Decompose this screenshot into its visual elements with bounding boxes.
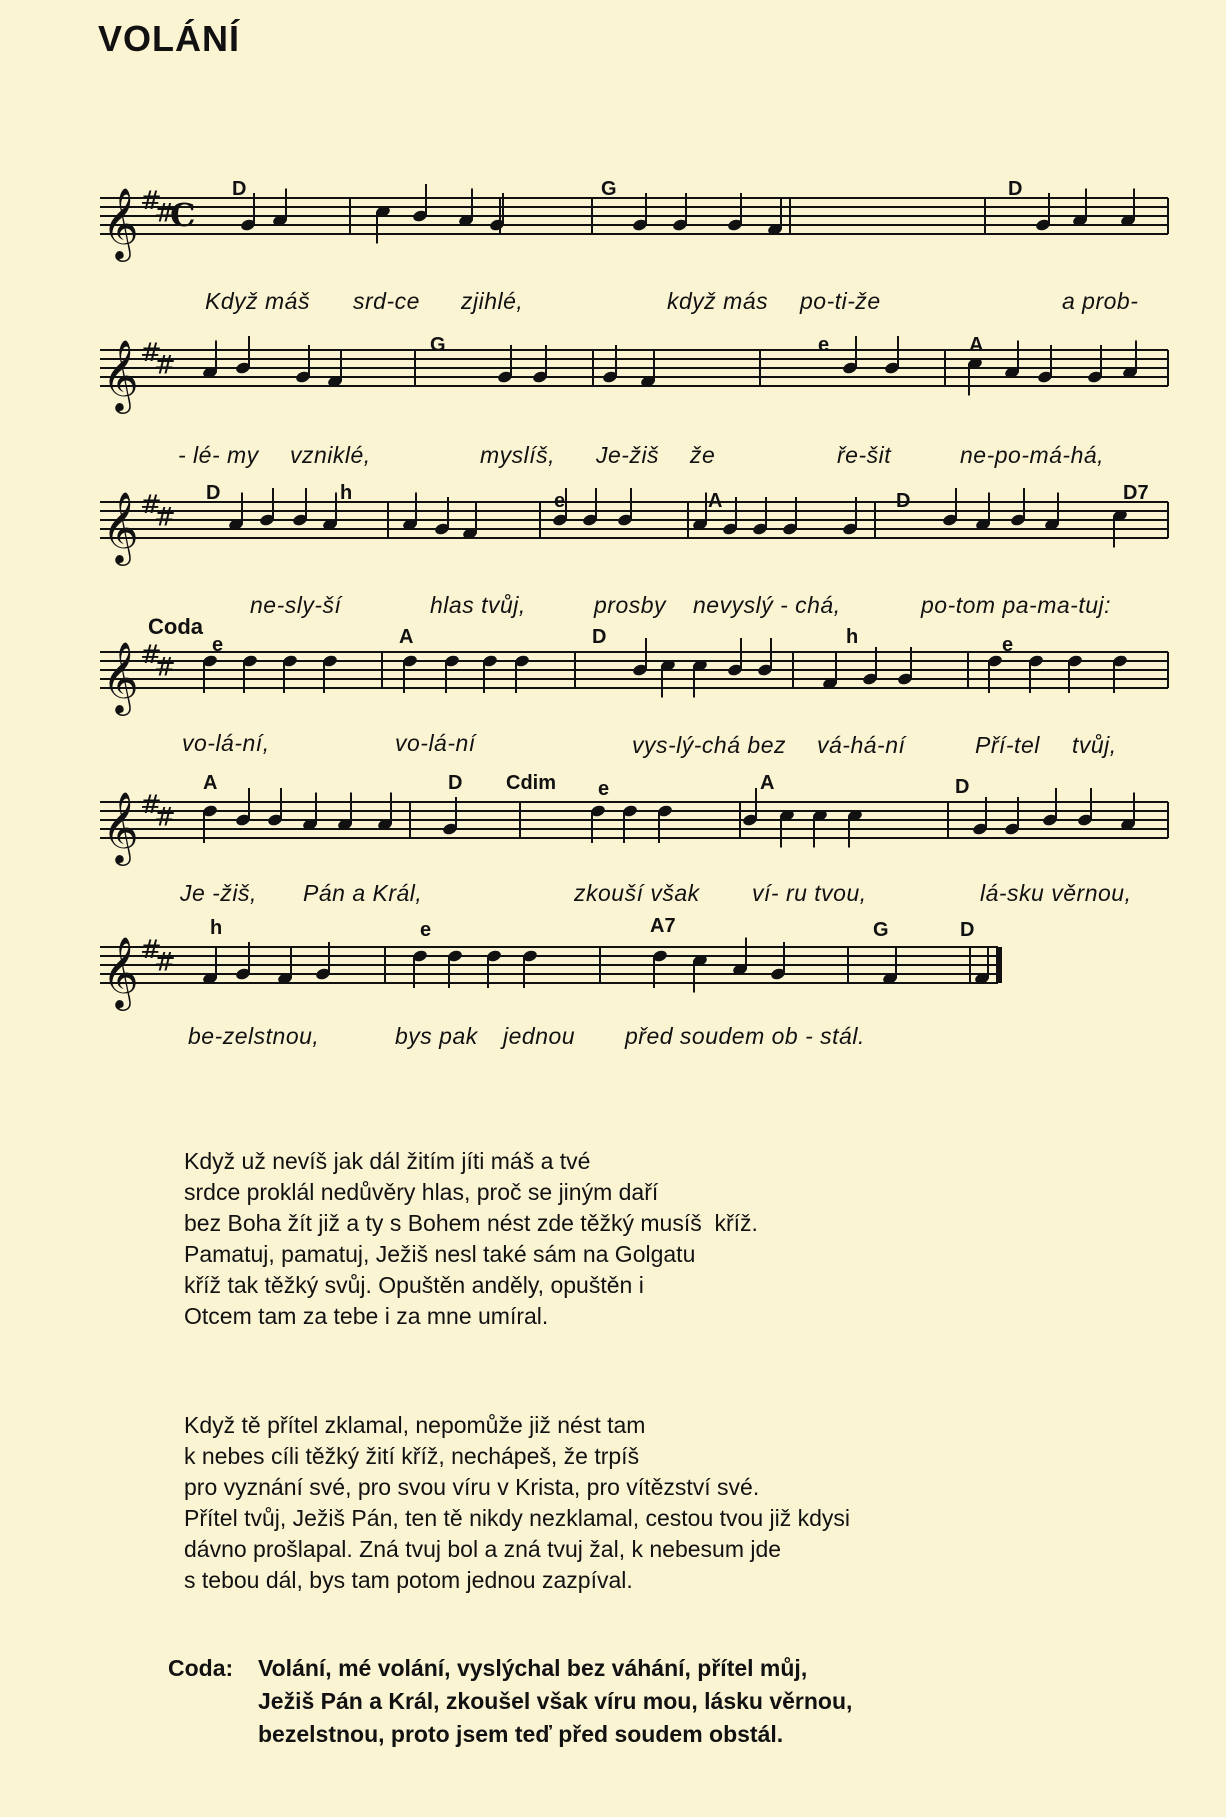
- lyric-syllable: ne-po-má-há,: [960, 442, 1105, 468]
- coda-line: bezelstnou, proto jsem teď před soudem obstál.: [258, 1721, 784, 1747]
- lyric-syllable: Je -žiš,: [180, 880, 257, 906]
- chord-symbol: h: [846, 626, 859, 648]
- svg-text:𝄞: 𝄞: [102, 186, 139, 259]
- svg-text:#: #: [154, 502, 176, 533]
- svg-text:#: #: [140, 337, 162, 368]
- chord-symbol: A: [399, 626, 414, 648]
- coda-line: Ježiš Pán a Král, zkoušel však víru mou, lásku věrnou,: [258, 1688, 853, 1714]
- lyric-syllable: jednou: [503, 1023, 576, 1049]
- svg-text:#: #: [140, 934, 162, 965]
- lyric-syllable: vo-lá-ní,: [182, 730, 270, 756]
- chord-symbol: D: [960, 919, 975, 941]
- lyric-syllable: myslíš,: [480, 442, 556, 468]
- verse-line: kříž tak těžký svůj. Opuštěn anděly, opuštěn i: [184, 1272, 644, 1298]
- music-system-4: [0, 614, 1226, 784]
- music-staff: [0, 150, 1226, 300]
- verse-line: k nebes cíli těžký žití kříž, nechápeš, že trpíš: [184, 1443, 640, 1469]
- verse-line: s tebou dál, bys tam potom jednou zazpíval.: [184, 1567, 633, 1593]
- chord-symbol: A: [708, 490, 723, 512]
- music-system-1: [0, 150, 1226, 320]
- chord-symbol: D: [206, 482, 221, 504]
- lyric-syllable: nevyslý - chá,: [693, 592, 841, 618]
- lyric-syllable: po-ti-že: [800, 288, 881, 314]
- svg-text:#: #: [154, 652, 176, 683]
- chord-symbol: e: [554, 490, 566, 512]
- verse-line: bez Boha žít již a ty s Bohem nést zde těžký musíš kříž.: [184, 1210, 758, 1236]
- chord-symbol: D7: [1123, 482, 1149, 504]
- chord-symbol: D: [232, 178, 247, 200]
- coda-label: Coda:: [168, 1655, 234, 1681]
- chord-symbol: A7: [650, 915, 676, 937]
- lyric-syllable: zjihlé,: [461, 288, 524, 314]
- coda-mark: Coda: [148, 614, 203, 639]
- lyric-syllable: zkouší však: [574, 880, 700, 906]
- verse-1: [184, 1146, 758, 1332]
- chord-symbol: D: [955, 776, 970, 798]
- music-staff: [0, 915, 1226, 1065]
- lyric-syllable: před soudem ob - stál.: [625, 1023, 865, 1049]
- lyric-syllable: ví- ru tvou,: [752, 880, 867, 906]
- lyric-syllable: ne-sly-ší: [250, 592, 342, 618]
- svg-text:#: #: [154, 947, 176, 978]
- chord-symbol: Cdim: [506, 772, 556, 794]
- music-system-2: [0, 322, 1226, 492]
- chord-symbol: A: [203, 772, 218, 794]
- coda-line: Volání, mé volání, vyslýchal bez váhání, přítel můj,: [258, 1655, 808, 1681]
- chord-symbol: D: [592, 626, 607, 648]
- svg-text:𝄞: 𝄞: [102, 338, 139, 411]
- lyric-syllable: vys-lý-chá bez: [632, 732, 786, 758]
- lyric-syllable: Je-žiš: [596, 442, 660, 468]
- lyric-syllable: prosby: [594, 592, 667, 618]
- chord-symbol: A: [969, 334, 984, 356]
- chord-symbol: G: [873, 919, 889, 941]
- svg-text:C: C: [170, 195, 196, 234]
- lyric-syllable: když más: [667, 288, 769, 314]
- svg-text:𝄞: 𝄞: [102, 935, 139, 1008]
- svg-text:#: #: [154, 802, 176, 833]
- verse-line: Přítel tvůj, Ježiš Pán, ten tě nikdy nezklamal, cestou tvou již kdysi: [184, 1505, 851, 1531]
- chord-symbol: A: [760, 772, 775, 794]
- chord-symbol: e: [420, 919, 432, 941]
- chord-symbol: G: [601, 178, 617, 200]
- verse-line: Když už nevíš jak dál žitím jíti máš a tvé: [184, 1148, 591, 1174]
- svg-text:#: #: [140, 185, 162, 216]
- lyric-syllable: hlas tvůj,: [430, 592, 526, 618]
- svg-text:𝄞: 𝄞: [102, 640, 139, 713]
- svg-text:#: #: [140, 789, 162, 820]
- chord-symbol: D: [1008, 178, 1023, 200]
- svg-text:#: #: [154, 198, 176, 229]
- svg-text:#: #: [140, 639, 162, 670]
- verse-line: srdce proklál nedůvěry hlas, proč se jiným daří: [184, 1179, 659, 1205]
- lyric-syllable: - lé- my: [178, 442, 259, 468]
- verse-line: Když tě přítel zklamal, nepomůže již nést tam: [184, 1412, 646, 1438]
- lyric-syllable: vá-há-ní: [817, 732, 906, 758]
- chord-symbol: e: [212, 634, 224, 656]
- verse-line: Pamatuj, pamatuj, Ježiš nesl také sám na Golgatu: [184, 1241, 696, 1267]
- verse-line: dávno prošlapal. Zná tvuj bol a zná tvuj žal, k nebesum jde: [184, 1536, 782, 1562]
- lyric-syllable: ře-šit: [837, 442, 892, 468]
- lyric-syllable: Pán a Král,: [303, 880, 423, 906]
- lyric-syllable: bys pak: [395, 1023, 478, 1049]
- lyric-syllable: srd-ce: [353, 288, 420, 314]
- verse-2: [184, 1410, 850, 1596]
- lyric-syllable: tvůj,: [1072, 732, 1117, 758]
- svg-text:#: #: [140, 489, 162, 520]
- coda-text: [168, 1652, 852, 1751]
- lyric-syllable: be-zelstnou,: [188, 1023, 320, 1049]
- music-system-6: [0, 915, 1226, 1065]
- lyric-syllable: po-tom pa-ma-tuj:: [921, 592, 1112, 618]
- chord-symbol: G: [430, 334, 446, 356]
- chord-symbol: h: [340, 482, 353, 504]
- lyric-syllable: že: [690, 442, 716, 468]
- lyric-syllable: vo-lá-ní: [395, 730, 476, 756]
- lyric-syllable: a prob-: [1062, 288, 1139, 314]
- svg-text:#: #: [154, 350, 176, 381]
- song-title: VOLÁNÍ: [98, 18, 241, 59]
- svg-text:𝄞: 𝄞: [102, 490, 139, 563]
- verse-line: Otcem tam za tebe i za mne umíral.: [184, 1303, 549, 1329]
- svg-text:𝄞: 𝄞: [102, 790, 139, 863]
- lyric-syllable: vzniklé,: [290, 442, 371, 468]
- chord-symbol: e: [818, 334, 830, 356]
- chord-symbol: D: [896, 490, 911, 512]
- chord-symbol: e: [598, 778, 610, 800]
- lyric-syllable: lá-sku věrnou,: [980, 880, 1132, 906]
- chord-symbol: h: [210, 917, 223, 939]
- verse-line: pro vyznání své, pro svou víru v Krista, pro vítězství své.: [184, 1474, 760, 1500]
- chord-symbol: D: [448, 772, 463, 794]
- lyric-syllable: Pří-tel: [975, 732, 1040, 758]
- chord-symbol: e: [1002, 634, 1014, 656]
- lyric-syllable: Když máš: [205, 288, 310, 314]
